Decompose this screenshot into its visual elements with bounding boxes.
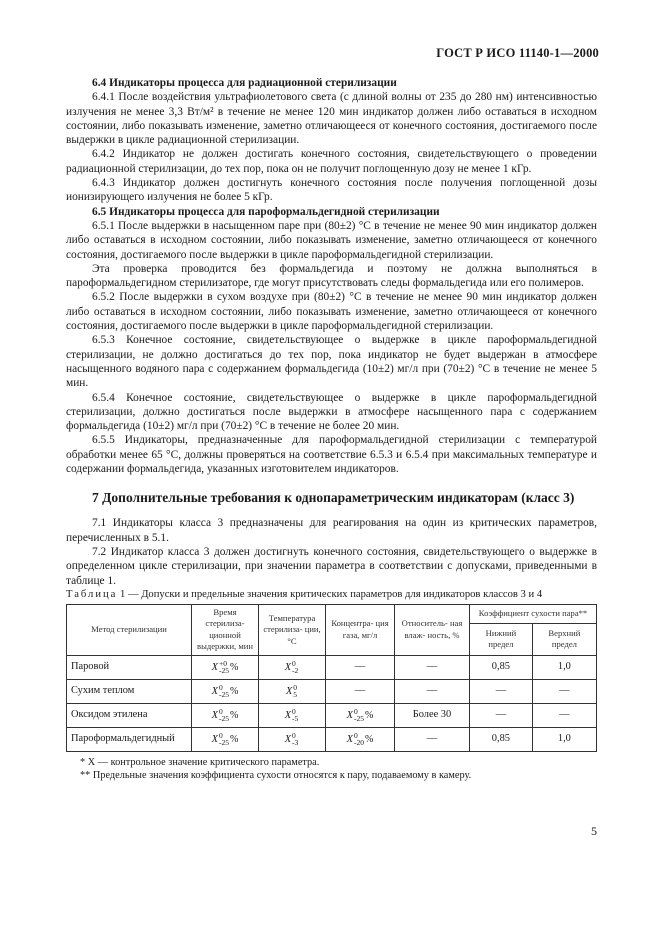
tolerance-unit: % — [365, 709, 374, 721]
cell-gas — [326, 703, 395, 727]
cell-upper: 1,0 — [532, 655, 596, 679]
cell-upper: — — [532, 679, 596, 703]
tolerance-value — [211, 682, 239, 700]
cell-humidity: — — [395, 679, 470, 703]
tolerance-upper: 0 — [219, 682, 223, 692]
paragraph-6-4-3: 6.4.3 Индикатор должен достигнуть конечного состояния после получения поглощенной дозы ионизирующего излучения не более 5 кГр. — [66, 177, 597, 204]
paragraph-6-4-1: 6.4.1 После воздействия ультрафиолетового света (с длиной волны от 235 до 280 нм) интенсивностью излучения не менее 3,3 Вт/м² в течение не менее 120 мин индикатор должен либо оставаться в исходном состоянии, либо показывать изменение, заметно отличающееся от конечного состояния, достигаемого после выдержки в цикле радиационной стерилизации. — [66, 91, 597, 147]
cell-temp — [259, 655, 326, 679]
cell-temp — [259, 679, 326, 703]
table-row — [67, 679, 597, 703]
cell-humidity: Более 30 — [395, 703, 470, 727]
standard-header: ГОСТ Р ИСО 11140-1—2000 — [436, 46, 599, 60]
table-caption — [66, 588, 597, 601]
tolerance-upper: 0 — [292, 658, 296, 668]
paragraph-6-4-2: 6.4.2 Индикатор не должен достигать конечного состояния, свидетельствующего о проведении радиационной стерилизации, до тех пор, пока он не получит поглощенную дозу не менее 1 кГр. — [66, 148, 597, 175]
tolerance-lower: -25 — [219, 666, 229, 676]
paragraph-6-5-4: 6.5.4 Конечное состояние, свидетельствующее о выдержке в цикле пароформальдегидной стерилизации, должно достигаться после выдержки в атмосфере насыщенного пара с содержанием формальдегида (10±2) мг/л при (70±2) °С в течение не более 20 мин. — [66, 391, 597, 433]
cell-method: Сухим теплом — [67, 679, 192, 703]
tolerance-upper: 0 — [219, 730, 223, 740]
header-method: Метод стерилизации — [67, 604, 192, 655]
tolerance-value — [211, 706, 239, 724]
paragraph-6-5-2: 6.5.2 После выдержки в сухом воздухе при (80±2) °С в течение не менее 90 мин индикатор должен либо оставаться в исходном состоянии, либо показывать изменение, заметно отличающееся от конечного состояния, достигаемого после выдержки в цикле пароформальдегидной стерилизации. — [66, 291, 597, 333]
tolerance-unit: % — [230, 709, 239, 721]
paragraph-6-5-5: 6.5.5 Индикаторы, предназначенные для пароформальдегидной стерилизации с температурой обработки менее 65 °С, должны проверяться на соответствие 6.5.3 и 6.5.4 при максимальных температуре и содержании формальдегида, указанных изготовителем индикаторов. — [66, 434, 597, 476]
tolerance-lower: -25 — [219, 738, 229, 748]
cell-gas: — — [326, 655, 395, 679]
table-row — [67, 703, 597, 727]
tolerance-upper: 0 — [292, 706, 296, 716]
tolerance-symbol: X — [211, 685, 218, 697]
header-dryness: Коэффициент сухости пара** — [470, 604, 597, 623]
cell-method: Паровой — [67, 655, 192, 679]
cell-gas — [326, 727, 395, 751]
tolerance-upper: 0 — [354, 730, 358, 740]
tolerance-symbol: X — [284, 733, 292, 745]
tolerance-lower: -25 — [219, 714, 229, 724]
tolerance-unit: % — [365, 733, 374, 745]
tolerance-symbol: X — [346, 733, 353, 745]
tolerance-unit: % — [230, 733, 239, 745]
tolerance-upper: 0 — [292, 730, 296, 740]
header-gas-concentration: Концентра- ция газа, мг/л — [326, 604, 395, 655]
tolerance-symbol: X — [284, 709, 292, 721]
tolerance-lower: 5 — [293, 690, 298, 700]
table-row — [67, 655, 597, 679]
tolerance-symbol: X — [211, 733, 218, 745]
tolerance-upper: 0 — [219, 706, 223, 716]
paragraph-6-5-1-note: Эта проверка проводится без формальдегида и поэтому не должна выполняться в пароформальдегидном стерилизаторе, где могут присутствовать следы формальдегида или его полимеров. — [66, 262, 597, 290]
tolerance-symbol: X — [285, 685, 293, 697]
tolerance-value — [285, 682, 298, 700]
tolerance-symbol: X — [284, 661, 292, 673]
table-caption-text: 1 — Допуски и предельные значения критических параметров для индикаторов классов 3 и 4 — [117, 588, 543, 600]
section-7-title: 7 Дополнительные требования к однопараметрическим индикаторам (класс 3) — [92, 490, 575, 506]
tolerance-lower: -20 — [354, 738, 364, 748]
cell-temp — [259, 727, 326, 751]
tolerance-symbol: X — [346, 709, 353, 721]
cell-method: Оксидом этилена — [67, 703, 192, 727]
tolerance-symbol: X — [211, 709, 218, 721]
section-6-5-title: 6.5 Индикаторы процесса для пароформальдегидной стерилизации — [92, 205, 440, 218]
tolerance-value — [284, 730, 300, 748]
tolerance-lower: -2 — [292, 666, 299, 676]
tolerance-upper: +0 — [219, 658, 227, 668]
tolerance-value — [346, 730, 374, 748]
tolerance-lower: -25 — [219, 690, 229, 700]
cell-time — [192, 655, 259, 679]
tolerance-lower: -5 — [292, 714, 299, 724]
tolerance-table — [66, 604, 597, 752]
tolerance-lower: -3 — [292, 738, 299, 748]
page-number: 5 — [591, 824, 597, 838]
tolerance-value — [284, 658, 300, 676]
cell-lower: — — [470, 679, 533, 703]
header-upper-limit: Верхний предел — [532, 623, 596, 655]
tolerance-upper: 0 — [293, 682, 298, 692]
cell-lower: — — [470, 703, 533, 727]
tolerance-value — [284, 706, 300, 724]
table-row — [67, 727, 597, 751]
table-caption-word: Таблица — [66, 588, 118, 600]
header-humidity: Относитель- ная влаж- ность, % — [395, 604, 470, 655]
cell-lower: 0,85 — [470, 655, 533, 679]
tolerance-value — [211, 730, 239, 748]
cell-time — [192, 679, 259, 703]
paragraph-6-5-3: 6.5.3 Конечное состояние, свидетельствующее о выдержке в цикле пароформальдегидной стерилизации, не должно достигаться до тех пор, пока индикатор не будет выдержан в атмосфере насыщенного водяного пара с содержанием формальдегида (10±2) мг/л при (70±2) °С в течение не менее 5 мин. — [66, 334, 597, 390]
table-notes — [66, 756, 597, 782]
cell-temp — [259, 703, 326, 727]
paragraph-7-1: 7.1 Индикаторы класса 3 предназначены для реагирования на один из критических параметров, перечисленных в 5.1. — [66, 517, 597, 544]
tolerance-unit: % — [230, 685, 239, 697]
cell-gas: — — [326, 679, 395, 703]
paragraph-6-5-1: 6.5.1 После выдержки в насыщенном паре при (80±2) °С в течение не менее 90 мин индикатор должен либо оставаться в исходном состоянии, либо показывать изменение, заметно отличающееся от конечного состояния, достигаемого после выдержки в цикле пароформальдегидной стерилизации. — [66, 219, 597, 261]
document-body — [66, 76, 597, 782]
cell-humidity: — — [395, 655, 470, 679]
header-time: Время стерилиза- ционной выдержки, мин — [192, 604, 259, 655]
cell-time — [192, 727, 259, 751]
cell-method: Пароформальдегидный — [67, 727, 192, 751]
paragraph-7-2: 7.2 Индикатор класса 3 должен достигнуть конечного состояния, свидетельствующего о выдержке в определенном цикле стерилизации, при значении параметра в соответствии с допусками, приведенными в таблице 1. — [66, 545, 597, 587]
cell-humidity: — — [395, 727, 470, 751]
tolerance-symbol: X — [211, 661, 218, 673]
section-6-4-title: 6.4 Индикаторы процесса для радиационной стерилизации — [92, 77, 397, 89]
cell-upper: 1,0 — [532, 727, 596, 751]
tolerance-upper: 0 — [354, 706, 358, 716]
table-note: ** Предельные значения коэффициента сухости относятся к пару, подаваемому в камеру. — [80, 769, 472, 781]
header-lower-limit: Нижний предел — [470, 623, 533, 655]
header-temperature: Температура стерилиза- ции, °С — [259, 604, 326, 655]
cell-lower: 0,85 — [470, 727, 533, 751]
cell-upper: — — [532, 703, 596, 727]
cell-time — [192, 703, 259, 727]
tolerance-value — [211, 658, 239, 676]
table-note: * X — контрольное значение критического параметра. — [80, 756, 320, 768]
tolerance-value — [346, 706, 374, 724]
tolerance-unit: % — [230, 661, 239, 673]
tolerance-lower: -25 — [354, 714, 364, 724]
